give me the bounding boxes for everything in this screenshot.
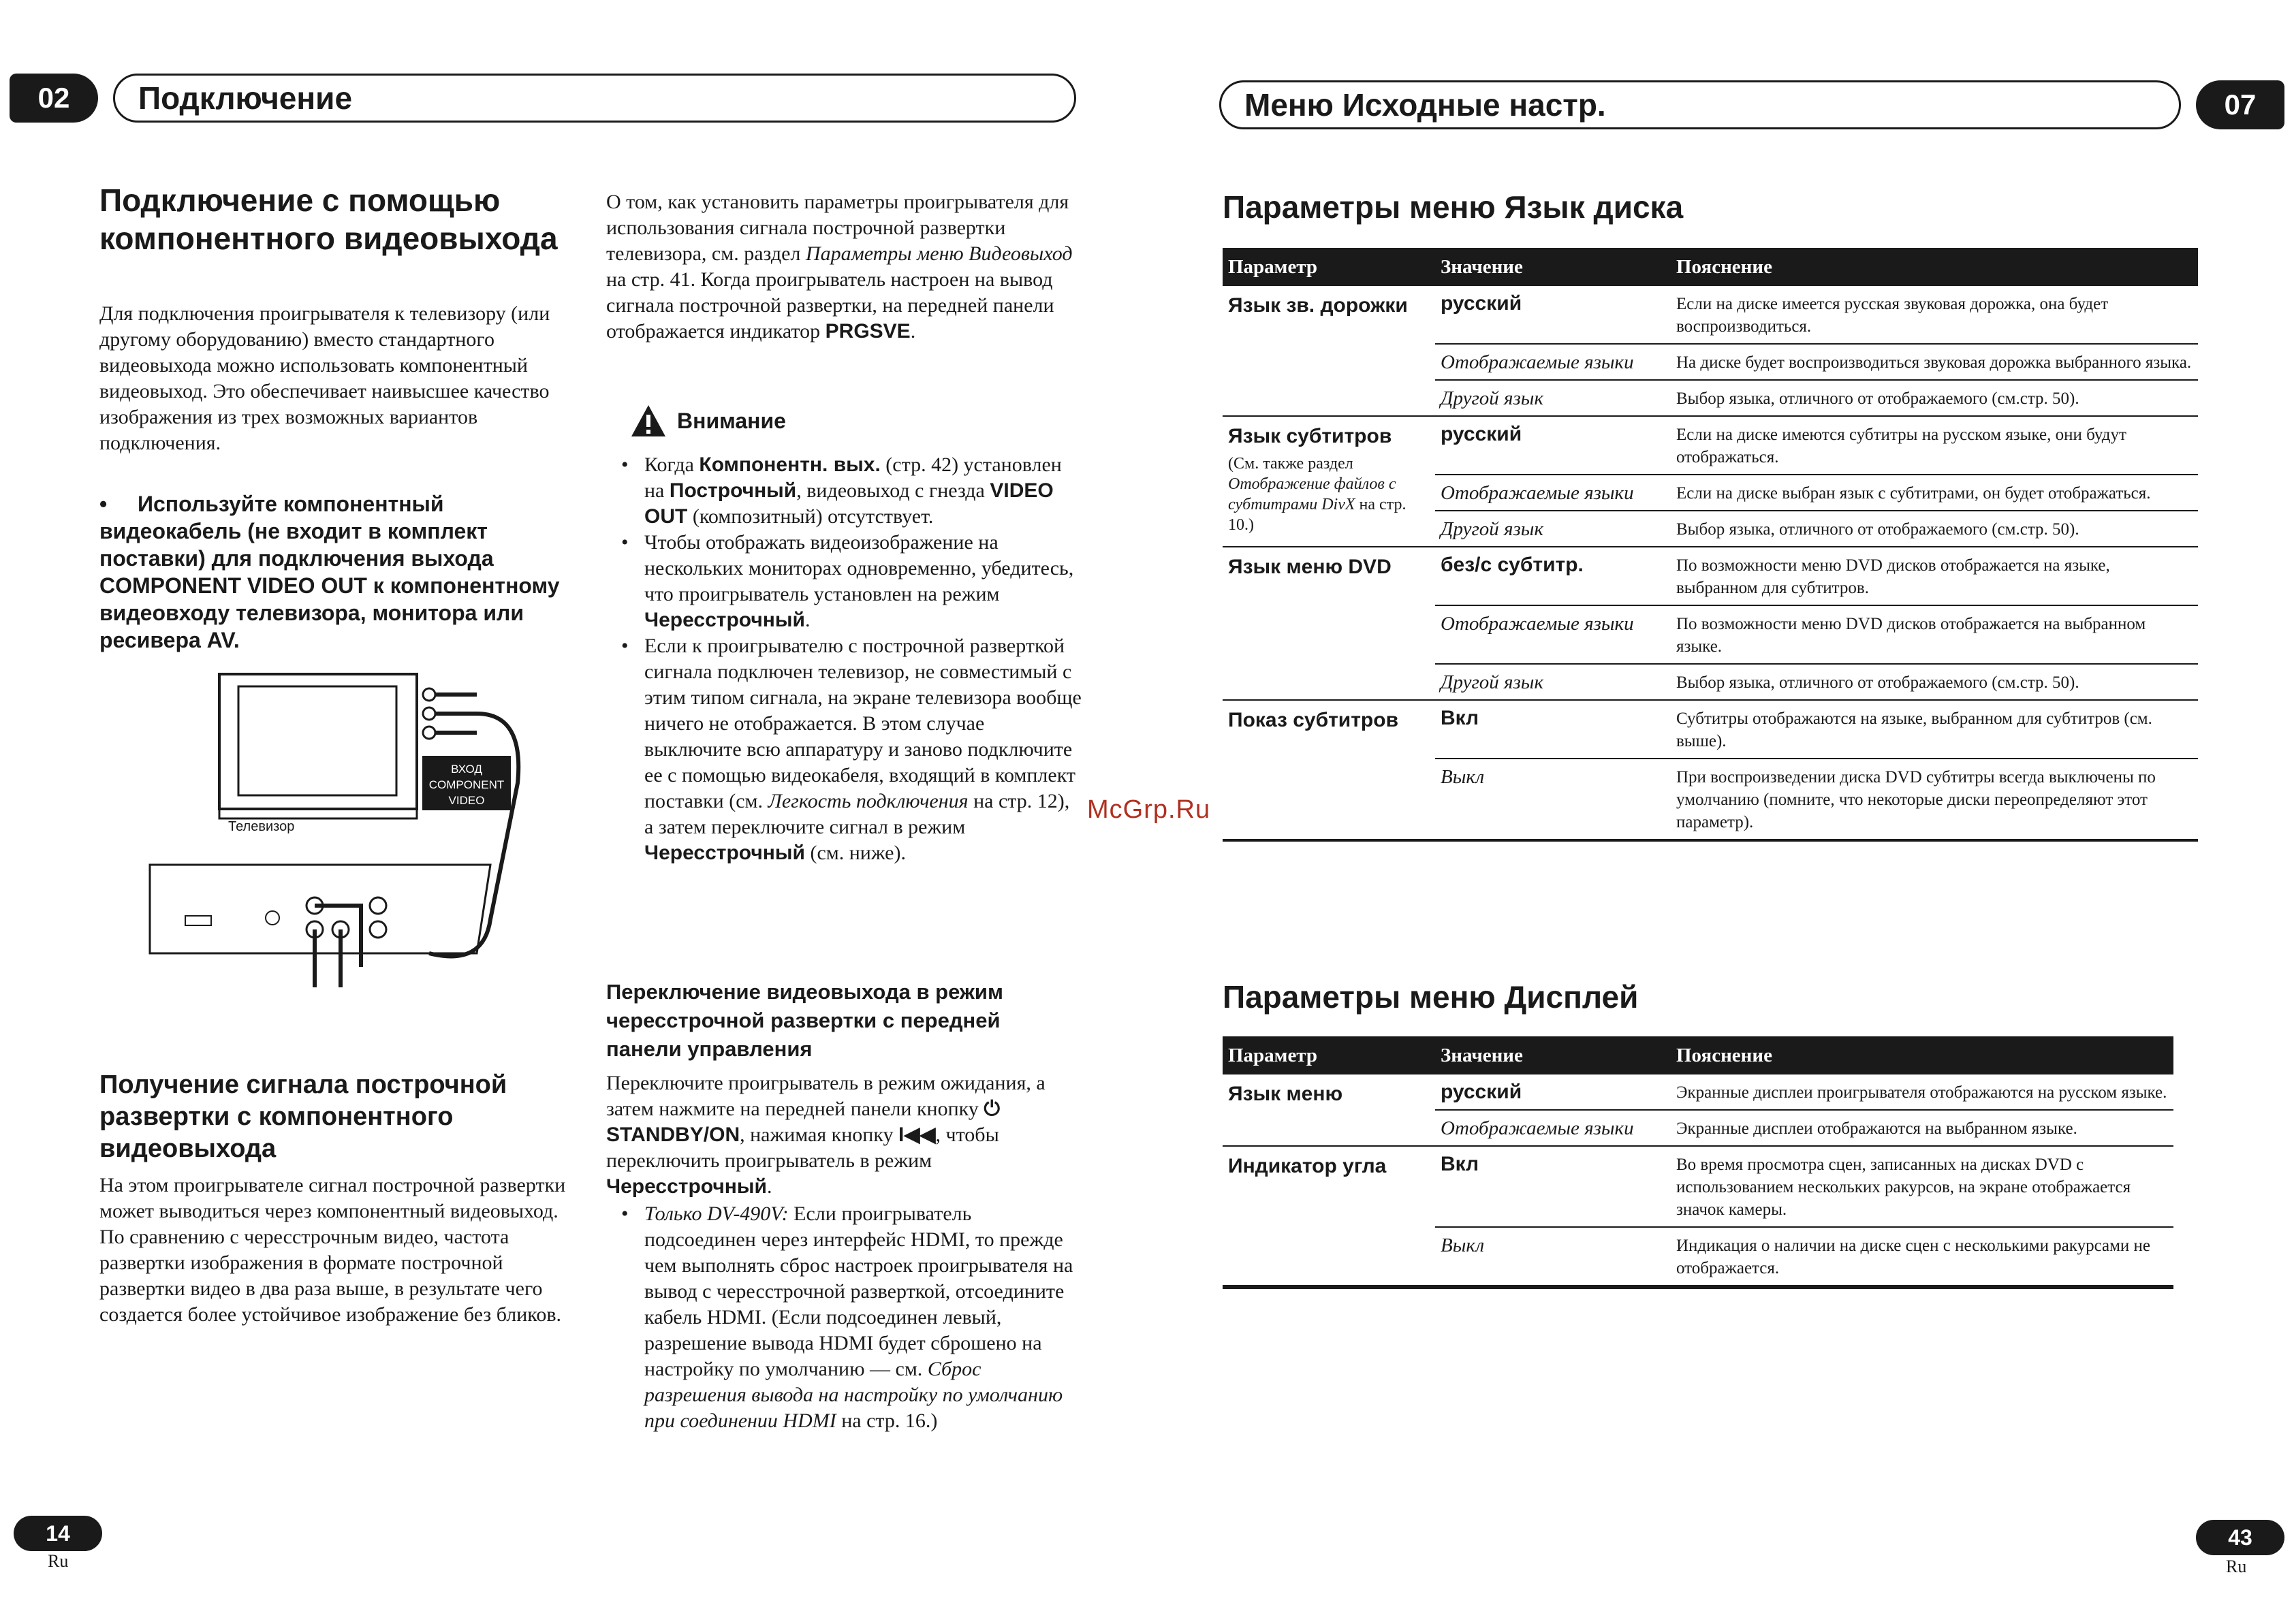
explanation-cell: По возможности меню DVD дисков отображается на языке, выбранном для субтитров. <box>1671 547 2198 605</box>
intro-paragraph: Для подключения проигрывателя к телевизору (или другому оборудованию) вместо стандартного видеовыхода можно использовать компонентный видеовыход. Это обеспечивает наивысшее качество изображения из трех возможных вариантов подключения. <box>99 302 550 454</box>
value-cell: Отображаемые языки <box>1435 475 1671 511</box>
caution-heading <box>629 403 786 439</box>
page-number-right: 43 <box>2196 1520 2284 1555</box>
tv-screen <box>238 686 396 795</box>
input-label-3: VIDEO <box>448 794 485 807</box>
value-cell: Другой язык <box>1435 380 1671 416</box>
value-cell: Отображаемые языки <box>1435 344 1671 380</box>
table-row <box>1223 1074 2173 1110</box>
component-cable <box>429 714 518 956</box>
explanation-cell: Если на диске имеется русская звуковая дорожка, она будет воспроизводиться. <box>1671 286 2198 344</box>
warning-icon <box>629 403 667 439</box>
param-dvd-menu-language: Язык меню DVD <box>1223 547 1435 700</box>
value-cell: Выкл <box>1435 759 1671 840</box>
chapter-tab-07: 07 <box>2196 80 2284 129</box>
right-page-header: Меню Исходные настр. <box>1219 80 2181 129</box>
section-title-disc-language: Параметры меню Язык диска <box>1223 189 1684 225</box>
player-body <box>150 865 490 953</box>
explanation-cell: Выбор языка, отличного от отображаемого (см.стр. 50). <box>1671 380 2198 416</box>
hdmi-note <box>606 1201 1083 1434</box>
explanation-cell: Выбор языка, отличного от отображаемого (см.стр. 50). <box>1671 511 2198 547</box>
jack-video <box>370 897 386 914</box>
value-cell: без/с субтитр. <box>1435 547 1671 605</box>
explanation-cell: На диске будет воспроизводиться звуковая дорожка выбранного языка. <box>1671 344 2198 380</box>
caution-item: • Когда Компонентн. вых. (стр. 42) установлен на Построчный, видеовыход с гнезда VIDEO OUT (композитный) отсутствует. <box>606 452 1083 530</box>
rca-plugs <box>423 688 477 739</box>
col-header-value: Значение <box>1435 1036 1671 1074</box>
value-cell: Вкл <box>1435 1146 1671 1227</box>
tv-body <box>219 674 417 809</box>
explanation-cell: Индикация о наличии на диске сцен с несколькими ракурсами не отображается. <box>1671 1227 2173 1287</box>
caution-title: Внимание <box>677 408 786 433</box>
param-audio-track: Язык зв. дорожки <box>1223 286 1435 416</box>
connection-diagram <box>136 667 572 1035</box>
value-cell: русский <box>1435 1074 1671 1110</box>
hdmi-note-item: • Только DV-490V: Если проигрыватель подсоединен через интерфейс HDMI, то прежде чем выполнять сброс настроек проигрывателя на вывод с чересстрочной разверткой, отсоедините кабель HDMI. (Если подсоединен левый, разрешение вывода HDMI будет сброшено на настройку по умолчанию — см. Сброс разрешения вывода на настройку по умолчанию при соединении HDMI на стр. 16.) <box>606 1201 1083 1434</box>
component-cable-instruction: • Используйте компонентный видеокабель (не входит в комплект поставки) для подключения выхода COMPONENT VIDEO OUT к компонентному видеовходу телевизора, монитора или ресивера AV. <box>99 492 560 652</box>
standby-on-key: ⏻ STANDBY/ON <box>606 1098 1001 1146</box>
subtitle-note: (См. также раздел Отображение файлов с субтитрами DivX на стр. 10.) <box>1228 455 1407 534</box>
explanation-cell: По возможности меню DVD дисков отображается на выбранном языке. <box>1671 605 2198 664</box>
explanation-cell: Если на диске выбран язык с субтитрами, он будет отображаться. <box>1671 475 2198 511</box>
table-row <box>1223 700 2198 759</box>
param-subtitle-display: Показ субтитров <box>1223 700 1435 840</box>
chapter-tab-02: 02 <box>10 74 98 123</box>
interlace-subheading: Переключение видеовыхода в режим чересстрочной развертки с передней панели управления <box>606 980 1003 1061</box>
caution-list <box>606 452 1083 866</box>
input-label-2: COMPONENT <box>428 778 505 791</box>
interlace-instructions: Переключите проигрыватель в режим ожидания, а затем нажмите на передней панели кнопку ⏻ STANDBY/ON, нажимая кнопку I◀◀, чтобы переключить проигрыватель в режим Чересстрочный. <box>606 1072 1046 1198</box>
col-header-param: Параметр <box>1223 1036 1435 1074</box>
value-cell: русский <box>1435 416 1671 475</box>
table-row <box>1223 1146 2173 1227</box>
col-header-value: Значение <box>1435 248 1671 286</box>
display-table <box>1223 1036 2173 1289</box>
value-cell: Другой язык <box>1435 664 1671 700</box>
value-cell: русский <box>1435 286 1671 344</box>
disc-language-table <box>1223 248 2198 842</box>
table-row <box>1223 286 2198 344</box>
explanation-cell: Субтитры отображаются на языке, выбранном для субтитров (см. выше). <box>1671 700 2198 759</box>
table-header-row <box>1223 1036 2173 1074</box>
plug-lines <box>315 906 361 987</box>
table-row <box>1223 547 2198 605</box>
lang-label-right: Ru <box>2226 1557 2247 1576</box>
explanation-cell: Экранные дисплеи отображаются на выбранном языке. <box>1671 1110 2173 1146</box>
explanation-cell: При воспроизведении диска DVD субтитры всегда выключены по умолчанию (помните, что некоторые диски переопределяют этот параметр). <box>1671 759 2198 840</box>
value-cell: Другой язык <box>1435 511 1671 547</box>
prev-key-icon: I◀◀ <box>898 1124 936 1146</box>
lang-label-left: Ru <box>48 1551 69 1571</box>
section-title-display: Параметры меню Дисплей <box>1223 979 1639 1015</box>
table-header-row <box>1223 248 2198 286</box>
section-title-component: Подключение с помощью компонентного видеовыхода <box>99 182 558 256</box>
progressive-paragraph: На этом проигрывателе сигнал построчной развертки может выводиться через компонентный видеовыход. По сравнению с чересстрочным видео, частота развертки изображения в формате построчной развертки видео в два раза выше, в результате чего создается более устойчивое изображение без бликов. <box>99 1174 566 1326</box>
jack-audio <box>370 921 386 938</box>
tv-stand <box>219 809 417 818</box>
page-number-left: 14 <box>14 1516 102 1551</box>
caution-item: • Если к проигрывателю с построчной разверткой сигнала подключен телевизор, не совместимый с этим типом сигнала, на экране телевизора вообще ничего не отображается. В этом случае выключите всю аппаратуру и заново подключите ее с помощью видеокабеля, входящий в комплект поставки (см. Легкость подключения на стр. 12), а затем переключите сигнал в режим Чересстрочный (см. ниже). <box>606 633 1083 866</box>
hdmi-port <box>185 916 211 925</box>
value-cell: Отображаемые языки <box>1435 1110 1671 1146</box>
value-cell: Вкл <box>1435 700 1671 759</box>
explanation-cell: Экранные дисплеи проигрывателя отображаются на русском языке. <box>1671 1074 2173 1110</box>
param-subtitle-language: Язык субтитров (См. также раздел Отображение файлов с субтитрами DivX на стр. 10.) <box>1223 416 1435 547</box>
progressive-settings-paragraph: О том, как установить параметры проигрывателя для использования сигнала построчной развертки телевизора, см. раздел Параметры меню Видеовыход на стр. 41. Когда проигрыватель настроен на вывод сигнала построчной развертки, на передней панели отображается индикатор PRGSVE. <box>606 191 1073 343</box>
table-row <box>1223 416 2198 475</box>
col-header-param: Параметр <box>1223 248 1435 286</box>
input-label-1: ВХОД <box>451 763 482 776</box>
optical-port <box>266 911 279 925</box>
col-header-explanation: Пояснение <box>1671 248 2198 286</box>
watermark: McGrp.Ru <box>1087 795 1211 824</box>
value-cell: Выкл <box>1435 1227 1671 1287</box>
explanation-cell: Выбор языка, отличного от отображаемого (см.стр. 50). <box>1671 664 2198 700</box>
left-page-header: Подключение <box>113 74 1076 123</box>
caution-item: • Чтобы отображать видеоизображение на нескольких мониторах одновременно, убедитесь, что проигрыватель установлен на режим Чересстрочный. <box>606 530 1083 633</box>
section-title-progressive: Получение сигнала построчной развертки с компонентного видеовыхода <box>99 1070 507 1163</box>
param-angle-indicator: Индикатор угла <box>1223 1146 1435 1287</box>
param-menu-language: Язык меню <box>1223 1074 1435 1146</box>
value-cell: Отображаемые языки <box>1435 605 1671 664</box>
tv-label: Телевизор <box>228 819 295 834</box>
explanation-cell: Если на диске имеются субтитры на русском языке, они будут отображаться. <box>1671 416 2198 475</box>
bullet-dot: • <box>99 492 108 516</box>
col-header-explanation: Пояснение <box>1671 1036 2173 1074</box>
explanation-cell: Во время просмотра сцен, записанных на дисках DVD с использованием нескольких ракурсов, на экране отображается значок камеры. <box>1671 1146 2173 1227</box>
